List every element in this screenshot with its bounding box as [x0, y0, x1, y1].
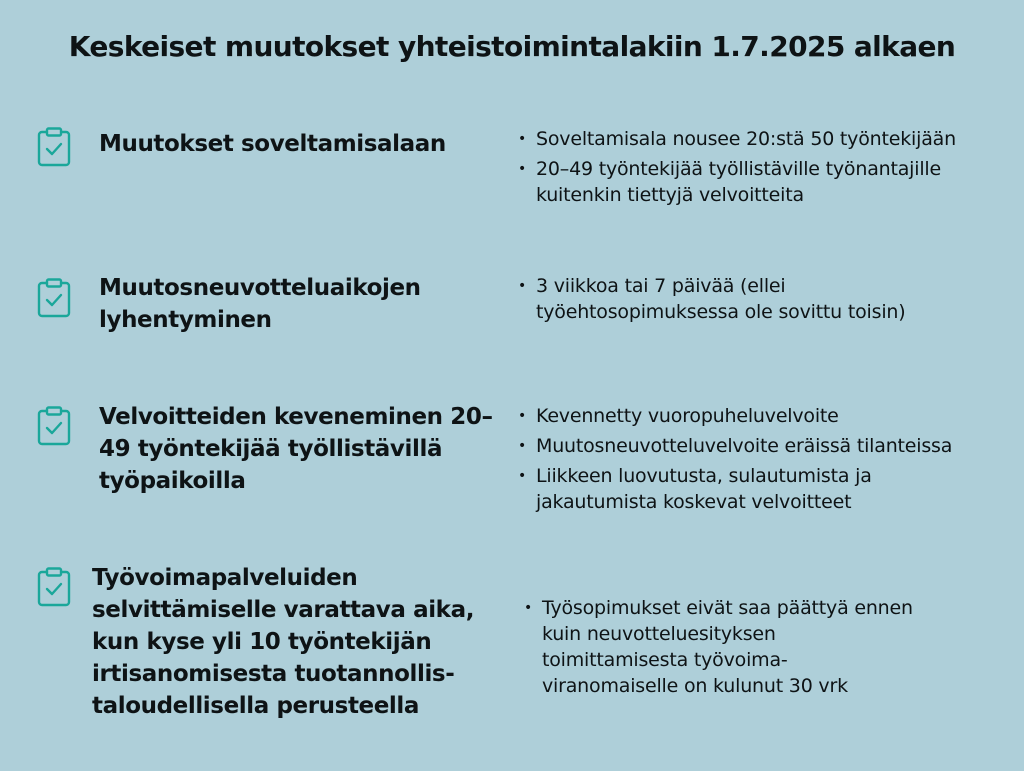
- list-item: • Liikkeen luovutusta, sulautumista ja jakautumista koskevat velvoitteet: [518, 463, 958, 515]
- list-item: • Muutosneuvotteluvelvoite eräissä tilanteissa: [518, 433, 958, 459]
- bullet-list: [518, 273, 988, 329]
- bullet-list: [518, 126, 998, 212]
- list-item: • 20–49 työntekijää työllistäville työnantajille kuitenkin tiettyjä velvoitteita: [518, 156, 998, 208]
- section-heading: Muutokset soveltamisalaan: [99, 131, 446, 157]
- section-heading: Velvoitteiden keveneminen 20–49 työntekijää työllistävillä työpaikoilla: [99, 404, 493, 494]
- list-item: • Työsopimukset eivät saa päättyä ennen kuin neuvotteluesityksen toimittamisesta työvoima-viranomaiselle on kulunut 30 vrk: [524, 595, 914, 699]
- bullet-list: [524, 595, 914, 703]
- list-item: • Soveltamisala nousee 20:stä 50 työntekijään: [518, 126, 998, 152]
- bullet-list: [518, 403, 958, 519]
- section-heading: Työvoimapalveluiden selvittämiselle varattava aika, kun kyse yli 10 työntekijän irtisanomisesta tuotannollis-taloudellisella perusteella: [92, 565, 475, 719]
- section-heading: Muutosneuvotteluaikojen lyhentyminen: [99, 275, 421, 333]
- page-title: Keskeiset muutokset yhteistoimintalakiin 1.7.2025 alkaen: [68, 30, 956, 63]
- clipboard-check-icon: [37, 406, 71, 446]
- clipboard-check-icon: [37, 278, 71, 318]
- clipboard-check-icon: [37, 127, 71, 167]
- clipboard-check-icon: [37, 567, 71, 607]
- list-item: • Kevennetty vuoropuheluvelvoite: [518, 403, 958, 429]
- list-item: • 3 viikkoa tai 7 päivää (ellei työehtosopimuksessa ole sovittu toisin): [518, 273, 988, 325]
